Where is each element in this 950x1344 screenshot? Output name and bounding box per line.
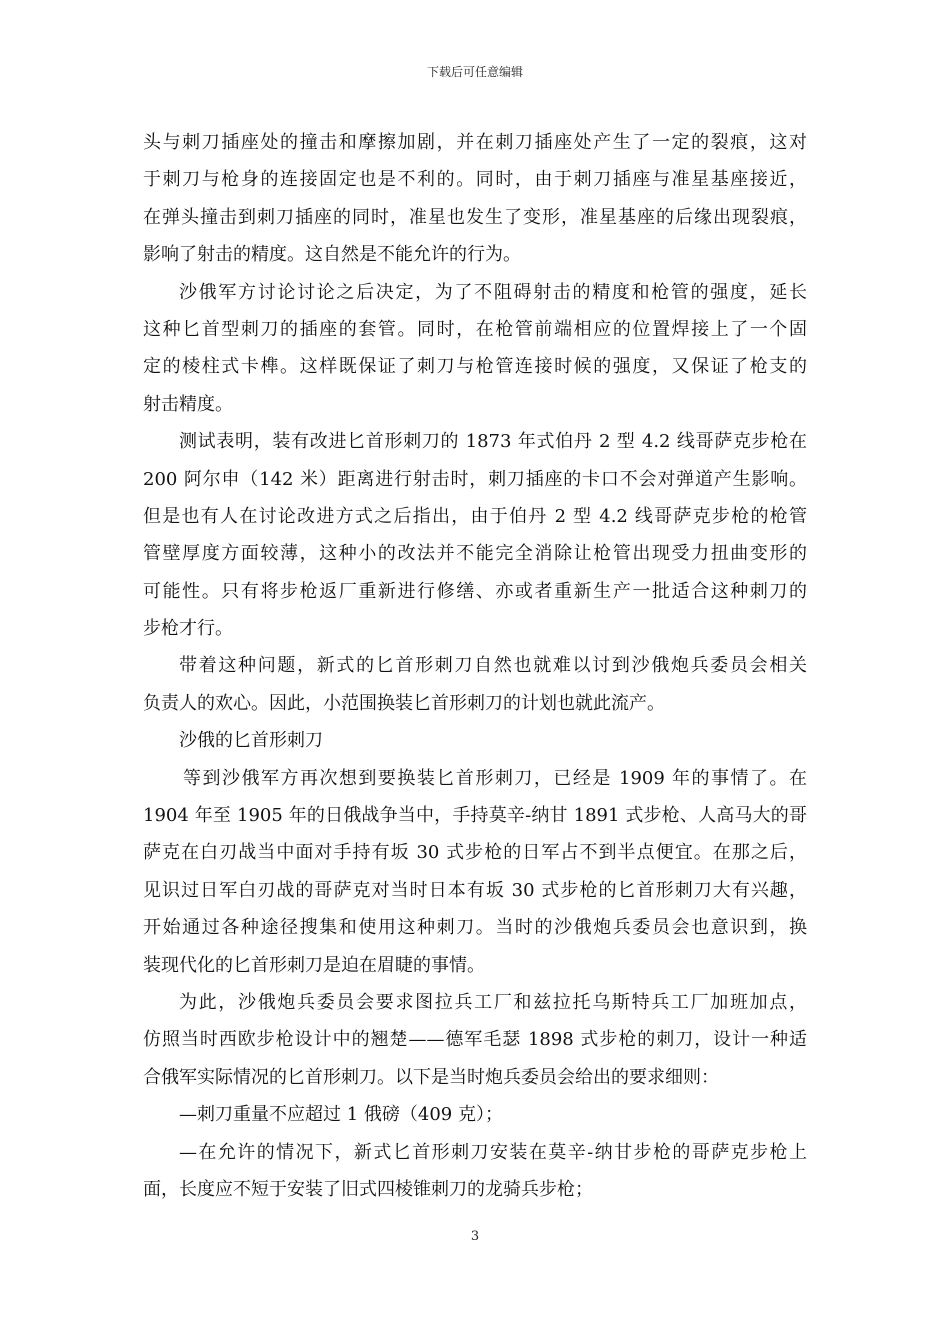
text-line: 200 阿尔申（142 米）距离进行射击时，刺刀插座的卡口不会对弹道产生影响。	[143, 468, 807, 490]
text-line: 但是也有人在讨论改进方式之后指出，由于伯丹 2 型 4.2 线哥萨克步枪的枪管	[143, 505, 807, 527]
text-line: 等到沙俄军方再次想到要换装匕首形刺刀，已经是 1909 年的事情了。在	[183, 767, 807, 789]
text-line: —在允许的情况下，新式匕首形刺刀安装在莫辛-纳甘步枪的哥萨克步枪上	[179, 1141, 807, 1163]
text-line: 负责人的欢心。因此，小范围换装匕首形刺刀的计划也就此流产。	[143, 692, 665, 714]
text-line: 装现代化的匕首形刺刀是迫在眉睫的事情。	[143, 954, 485, 976]
text-line: 射击精度。	[143, 393, 233, 415]
text-line: 合俄军实际情况的匕首形刺刀。以下是当时炮兵委员会给出的要求细则：	[143, 1066, 719, 1088]
text-line: 步枪才行。	[143, 618, 233, 640]
text-line: 为此，沙俄炮兵委员会要求图拉兵工厂和兹拉托乌斯特兵工厂加班加点，	[179, 991, 807, 1013]
body-text	[143, 124, 807, 1208]
text-line: 面，长度应不短于安装了旧式四棱锥刺刀的龙骑兵步枪；	[143, 1178, 593, 1200]
text-line: 1904 年至 1905 年的日俄战争当中，手持莫辛-纳甘 1891 式步枪、人高马大的哥	[143, 805, 807, 827]
text-line: 头与刺刀插座处的撞击和摩擦加剧，并在刺刀插座处产生了一定的裂痕，这对	[143, 132, 807, 153]
text-line: 萨克在白刃战当中面对手持有坂 30 式步枪的日军占不到半点便宜。在那之后，	[143, 842, 807, 864]
text-line: 管壁厚度方面较薄，这种小的改法并不能完全消除让枪管出现受力扭曲变形的	[143, 543, 807, 565]
text-line: 在弹头撞击到刺刀插座的同时，准星也发生了变形，准星基座的后缘出现裂痕，	[143, 206, 807, 228]
text-line: 可能性。只有将步枪返厂重新进行修缮、亦或者重新生产一批适合这种刺刀的	[143, 580, 807, 602]
text-line: 见识过日军白刃战的哥萨克对当时日本有坂 30 式步枪的匕首形刺刀大有兴趣，	[143, 879, 807, 901]
page-header: 下载后可任意编辑	[426, 65, 523, 79]
text-line: 这种匕首型刺刀的插座的套管。同时，在枪管前端相应的位置焊接上了一个固	[143, 318, 807, 340]
text-line: 沙俄的匕首形刺刀	[179, 730, 323, 752]
text-line: 影响了射击的精度。这自然是不能允许的行为。	[143, 244, 521, 266]
text-line: 带着这种问题，新式的匕首形刺刀自然也就难以讨到沙俄炮兵委员会相关	[179, 655, 807, 677]
text-line: 定的棱柱式卡榫。这样既保证了刺刀与枪管连接时候的强度，又保证了枪支的	[143, 356, 807, 378]
text-line: 开始通过各种途径搜集和使用这种刺刀。当时的沙俄炮兵委员会也意识到，换	[143, 917, 807, 939]
text-line: 仿照当时西欧步枪设计中的翘楚——德军毛瑟 1898 式步枪的刺刀，设计一种适	[143, 1029, 807, 1051]
text-line: 于刺刀与枪身的连接固定也是不利的。同时，由于刺刀插座与准星基座接近，	[143, 169, 807, 191]
text-line: —刺刀重量不应超过 1 俄磅（409 克）；	[179, 1104, 503, 1126]
text-line: 测试表明，装有改进匕首形刺刀的 1873 年式伯丹 2 型 4.2 线哥萨克步枪在	[179, 431, 807, 453]
text-line: 沙俄军方讨论讨论之后决定，为了不阻碍射击的精度和枪管的强度，延长	[179, 281, 807, 303]
page-number: 3	[470, 1229, 480, 1244]
